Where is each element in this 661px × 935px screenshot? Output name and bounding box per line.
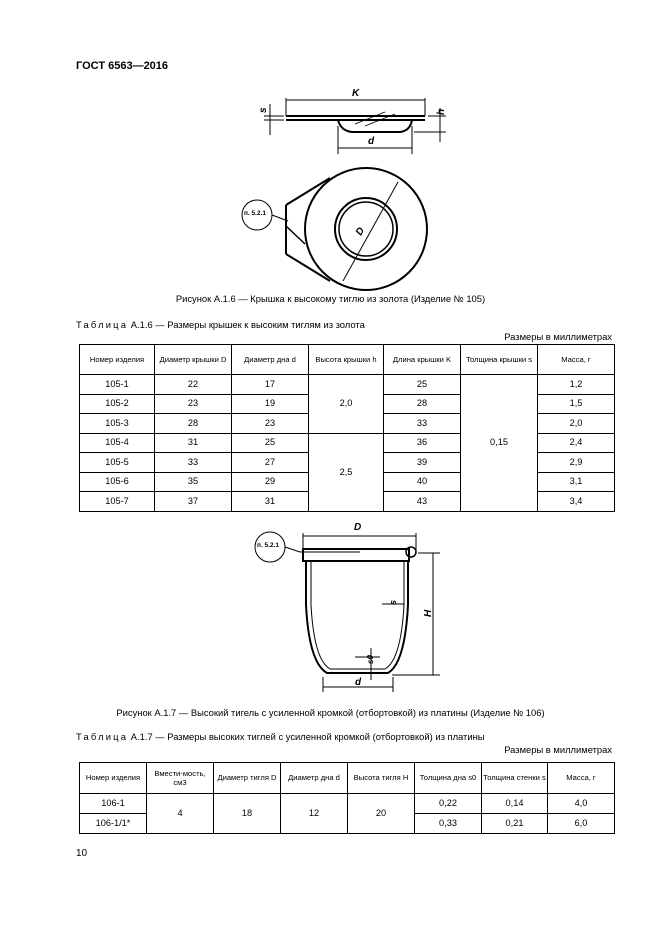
header-mass: Масса, г [548, 763, 615, 794]
dim-label-crucible-diameter: D [354, 522, 362, 533]
cell-bottom-thickness: 0,33 [415, 814, 482, 834]
page-number: 10 [76, 848, 88, 859]
header-lid-length: Длина крышки K [384, 345, 461, 375]
dim-label-crucible-height: H [423, 609, 434, 617]
cell-capacity: 4 [147, 794, 214, 834]
cell-diameter: 23 [155, 394, 232, 414]
table-label: Таблица [76, 731, 129, 742]
cell-wall-thickness: 0,14 [482, 794, 548, 814]
cell-number: 105-2 [80, 394, 155, 414]
header-item-number: Номер изделия [80, 763, 147, 794]
cell-mass: 3,4 [538, 492, 615, 512]
cell-mass: 1,5 [538, 394, 615, 414]
dim-label-wall-thickness: s [388, 599, 398, 605]
cell-diameter: 31 [155, 433, 232, 453]
cell-mass: 6,0 [548, 814, 615, 834]
table-header-row [80, 763, 615, 794]
cell-number: 106-1 [80, 794, 147, 814]
cell-bottom-diameter: 29 [232, 472, 309, 492]
dim-label-crucible-bottom: d [355, 677, 362, 688]
table-label: Таблица [76, 319, 129, 330]
cell-mass: 2,4 [538, 433, 615, 453]
cell-bottom-diameter: 17 [232, 375, 309, 395]
table-row [80, 794, 615, 814]
header-crucible-height: Высота тигля H [348, 763, 415, 794]
cell-bottom-thickness: 0,22 [415, 794, 482, 814]
dim-label-diameter: D [354, 225, 368, 238]
table-a16-title [76, 319, 365, 330]
table-a17 [79, 762, 615, 834]
figure-a16-caption: Рисунок А.1.6 — Крышка к высокому тиглю из золота (Изделие № 105) [175, 293, 486, 304]
table-title-text: А.1.7 — Размеры высоких тиглей с усиленной кромкой (отбортовкой) из платины [128, 731, 485, 742]
cell-bottom-diameter: 27 [232, 453, 309, 473]
cell-mass: 3,1 [538, 472, 615, 492]
table-row [80, 375, 615, 395]
cell-length: 28 [384, 394, 461, 414]
units-note: Размеры в миллиметрах [504, 744, 612, 755]
header-mass: Масса, г [538, 345, 615, 375]
header-bottom-thickness: Толщина дна s0 [415, 763, 482, 794]
cell-number: 106-1/1* [80, 814, 147, 834]
cell-length: 40 [384, 472, 461, 492]
header-wall-thickness: Толщина стенки s [482, 763, 548, 794]
dim-label-s: s [258, 107, 269, 113]
cell-height-group1: 2,0 [309, 375, 384, 434]
table-header-row [80, 345, 615, 375]
cell-number: 105-6 [80, 472, 155, 492]
cell-bottom-diameter: 12 [281, 794, 348, 834]
dim-label-d: d [368, 136, 375, 147]
cell-bottom-diameter: 31 [232, 492, 309, 512]
cell-bottom-diameter: 25 [232, 433, 309, 453]
header-item-number: Номер изделия [80, 345, 155, 375]
header-lid-thickness: Толщина крышки s [461, 345, 538, 375]
cell-diameter: 35 [155, 472, 232, 492]
cell-number: 105-1 [80, 375, 155, 395]
cell-length: 36 [384, 433, 461, 453]
cell-thickness: 0,15 [461, 375, 538, 512]
dim-label-h: h [436, 108, 447, 115]
cell-length: 33 [384, 414, 461, 434]
dim-label-bottom-thickness: s0 [366, 655, 375, 664]
cell-crucible-diameter: 18 [214, 794, 281, 834]
dim-label-k: K [352, 88, 360, 99]
table-title-text: А.1.6 — Размеры крышек к высоким тиглям из золота [128, 319, 365, 330]
cell-bottom-diameter: 19 [232, 394, 309, 414]
table-a17-title [76, 731, 485, 742]
cell-height-group2: 2,5 [309, 433, 384, 511]
header-crucible-diameter: Диаметр тигля D [214, 763, 281, 794]
reference-note-bubble: п. 5.2.1 [257, 542, 279, 549]
cell-mass: 4,0 [548, 794, 615, 814]
cell-mass: 2,9 [538, 453, 615, 473]
cell-wall-thickness: 0,21 [482, 814, 548, 834]
cell-diameter: 33 [155, 453, 232, 473]
cell-length: 25 [384, 375, 461, 395]
header-lid-height: Высота крышки h [309, 345, 384, 375]
cell-number: 105-7 [80, 492, 155, 512]
cell-number: 105-4 [80, 433, 155, 453]
cell-mass: 2,0 [538, 414, 615, 434]
cell-diameter: 22 [155, 375, 232, 395]
cell-length: 39 [384, 453, 461, 473]
cell-length: 43 [384, 492, 461, 512]
cell-number: 105-5 [80, 453, 155, 473]
cell-number: 105-3 [80, 414, 155, 434]
header-lid-diameter: Диаметр крышки D [155, 345, 232, 375]
cell-diameter: 28 [155, 414, 232, 434]
header-capacity: Вмести-мость, см3 [147, 763, 214, 794]
header-bottom-diameter: Диаметр дна d [281, 763, 348, 794]
header-bottom-diameter: Диаметр дна d [232, 345, 309, 375]
document-header: ГОСТ 6563—2016 [76, 60, 169, 72]
cell-mass: 1,2 [538, 375, 615, 395]
figure-a17-caption: Рисунок А.1.7 — Высокий тигель с усиленной кромкой (отбортовкой) из платины (Изделие № 106) [116, 707, 545, 718]
cell-bottom-diameter: 23 [232, 414, 309, 434]
cell-crucible-height: 20 [348, 794, 415, 834]
cell-diameter: 37 [155, 492, 232, 512]
reference-note-bubble: п. 5.2.1 [244, 210, 266, 217]
units-note: Размеры в миллиметрах [504, 331, 612, 342]
table-a16 [79, 344, 615, 512]
